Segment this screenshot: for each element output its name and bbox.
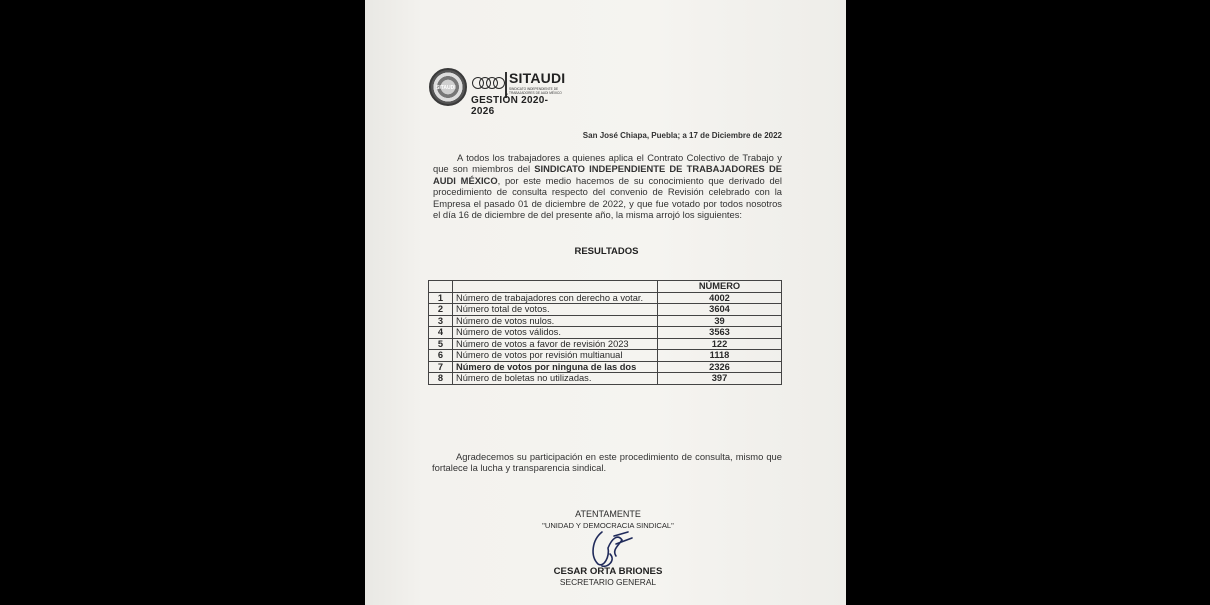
row-description: Número de votos por revisión multianual xyxy=(453,350,658,362)
row-value: 1118 xyxy=(658,350,782,362)
table-header-row xyxy=(429,281,782,293)
audi-rings-icon xyxy=(472,77,502,89)
row-number: 3 xyxy=(429,315,453,327)
signer-name: CESAR ORTA BRIONES xyxy=(553,566,663,577)
intro-part1: A todos los trabajadores a quienes aplica el Contrato Colectivo de Trabajo y que son miembros del xyxy=(433,152,782,175)
row-description: Número de votos a favor de revisión 2023 xyxy=(453,338,658,350)
row-number: 5 xyxy=(429,338,453,350)
signer-role: SECRETARIO GENERAL xyxy=(559,577,657,587)
union-seal-icon xyxy=(429,68,467,106)
closing-text: Agradecemos su participación en este procedimiento de consulta, mismo que fortalece la lucha y transparencia sindical. xyxy=(432,451,782,474)
table-row xyxy=(429,373,782,385)
row-number: 8 xyxy=(429,373,453,385)
table-row xyxy=(429,327,782,339)
row-value: 397 xyxy=(658,373,782,385)
table-row xyxy=(429,315,782,327)
intro-paragraph xyxy=(433,152,782,220)
row-description: Número de votos válidos. xyxy=(453,327,658,339)
union-name: SINDICATO INDEPENDIENTE DE TRABAJADORES DE AUDI MÉXICO xyxy=(433,163,782,186)
table-row xyxy=(429,304,782,316)
brand-name: SITAUDI xyxy=(509,70,566,86)
row-number: 2 xyxy=(429,304,453,316)
sitaudi-logo xyxy=(429,68,569,117)
table-row xyxy=(429,350,782,362)
row-number: 7 xyxy=(429,361,453,373)
seal-text: SITAUDI xyxy=(436,85,456,91)
row-value: 3563 xyxy=(658,327,782,339)
results-table xyxy=(428,280,782,385)
header-blank-num xyxy=(429,281,453,293)
row-value: 39 xyxy=(658,315,782,327)
row-value: 122 xyxy=(658,338,782,350)
brand-subtitle: SINDICATO INDEPENDIENTE DE TRABAJADORES DE AUDI MÉXICO xyxy=(509,87,562,95)
header-value: NÚMERO xyxy=(658,281,782,293)
row-description: Número total de votos. xyxy=(453,304,658,316)
handwritten-signature xyxy=(588,526,636,570)
row-description: Número de boletas no utilizadas. xyxy=(453,373,658,385)
row-number: 1 xyxy=(429,292,453,304)
closing-paragraph xyxy=(432,451,782,474)
table-row xyxy=(429,292,782,304)
atentamente-label: ATENTAMENTE xyxy=(575,509,641,519)
row-value: 3604 xyxy=(658,304,782,316)
row-number: 6 xyxy=(429,350,453,362)
row-number: 4 xyxy=(429,327,453,339)
row-description: Número de votos nulos. xyxy=(453,315,658,327)
gestion-period: GESTIÓN 2020-2026 xyxy=(471,95,549,117)
table-row xyxy=(429,361,782,373)
table-row xyxy=(429,338,782,350)
motto: "UNIDAD Y DEMOCRACIA SINDICAL" xyxy=(542,521,674,530)
results-title: RESULTADOS xyxy=(574,246,639,257)
date-line: San José Chiapa, Puebla; a 17 de Diciembre de 2022 xyxy=(582,131,782,140)
row-value: 4002 xyxy=(658,292,782,304)
row-description: Número de votos por ninguna de las dos xyxy=(453,361,658,373)
intro-part2: , por este medio hacemos de su conocimiento que derivado del procedimiento de consulta respecto del convenio de Revisión celebrado con la Empresa el pasado 01 de diciembre de 2022, y que fue votado por todos nosotros el día 16 de diciembre de del presente año, la misma arrojó los siguientes: xyxy=(433,174,782,221)
row-description: Número de trabajadores con derecho a votar. xyxy=(453,292,658,304)
header-blank-desc xyxy=(453,281,658,293)
row-value: 2326 xyxy=(658,361,782,373)
